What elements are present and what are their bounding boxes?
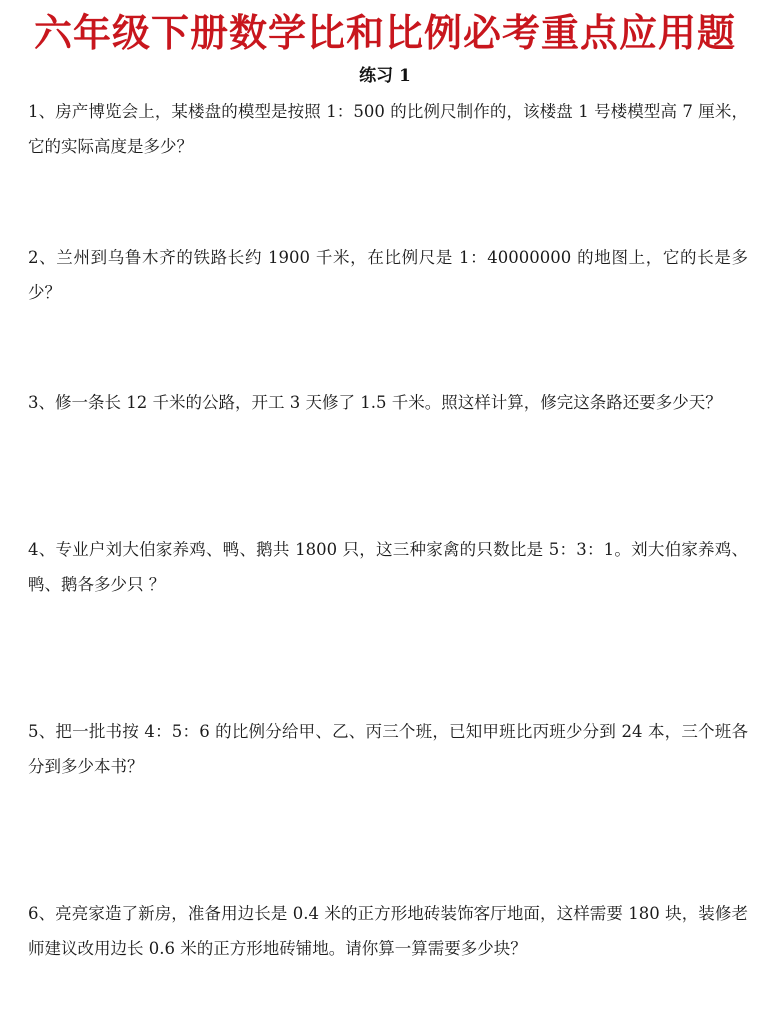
question-3: 3、修一条长 12 千米的公路，开工 3 天修了 1.5 千米。照这样计算，修完这条路还要多少天？ (28, 393, 722, 412)
question-6: 6、亮亮家造了新房，准备用边长是 0.4 米的正方形地砖装饰客厅地面，这样需要 180 块，装修老师建议改用边长 0.6 米的正方形地砖铺地。请你算一算需要多少块？ (28, 904, 748, 958)
question-1: 1、房产博览会上，某楼盘的模型是按照 1：500 的比例尺制作的，该楼盘 1 号楼模型高 7 厘米，它的实际高度是多少？ (28, 102, 748, 156)
exercise-heading: 练习 1 (359, 66, 411, 86)
question-4: 4、专业户刘大伯家养鸡、鸭、鹅共 1800 只，这三种家禽的只数比是 5：3：1。刘大伯家养鸡、鸭、鹅各多少只 ？ (28, 540, 748, 594)
page-title: 六年级下册数学比和比例必考重点应用题 (33, 11, 736, 55)
question-5: 5、把一批书按 4：5：6 的比例分给甲、乙、丙三个班，已知甲班比丙班少分到 24 本，三个班各分到多少本书？ (28, 722, 748, 776)
question-2: 2、兰州到乌鲁木齐的铁路长约 1900 千米，在比例尺是 1：40000000 的地图上，它的长是多少？ (28, 248, 748, 302)
